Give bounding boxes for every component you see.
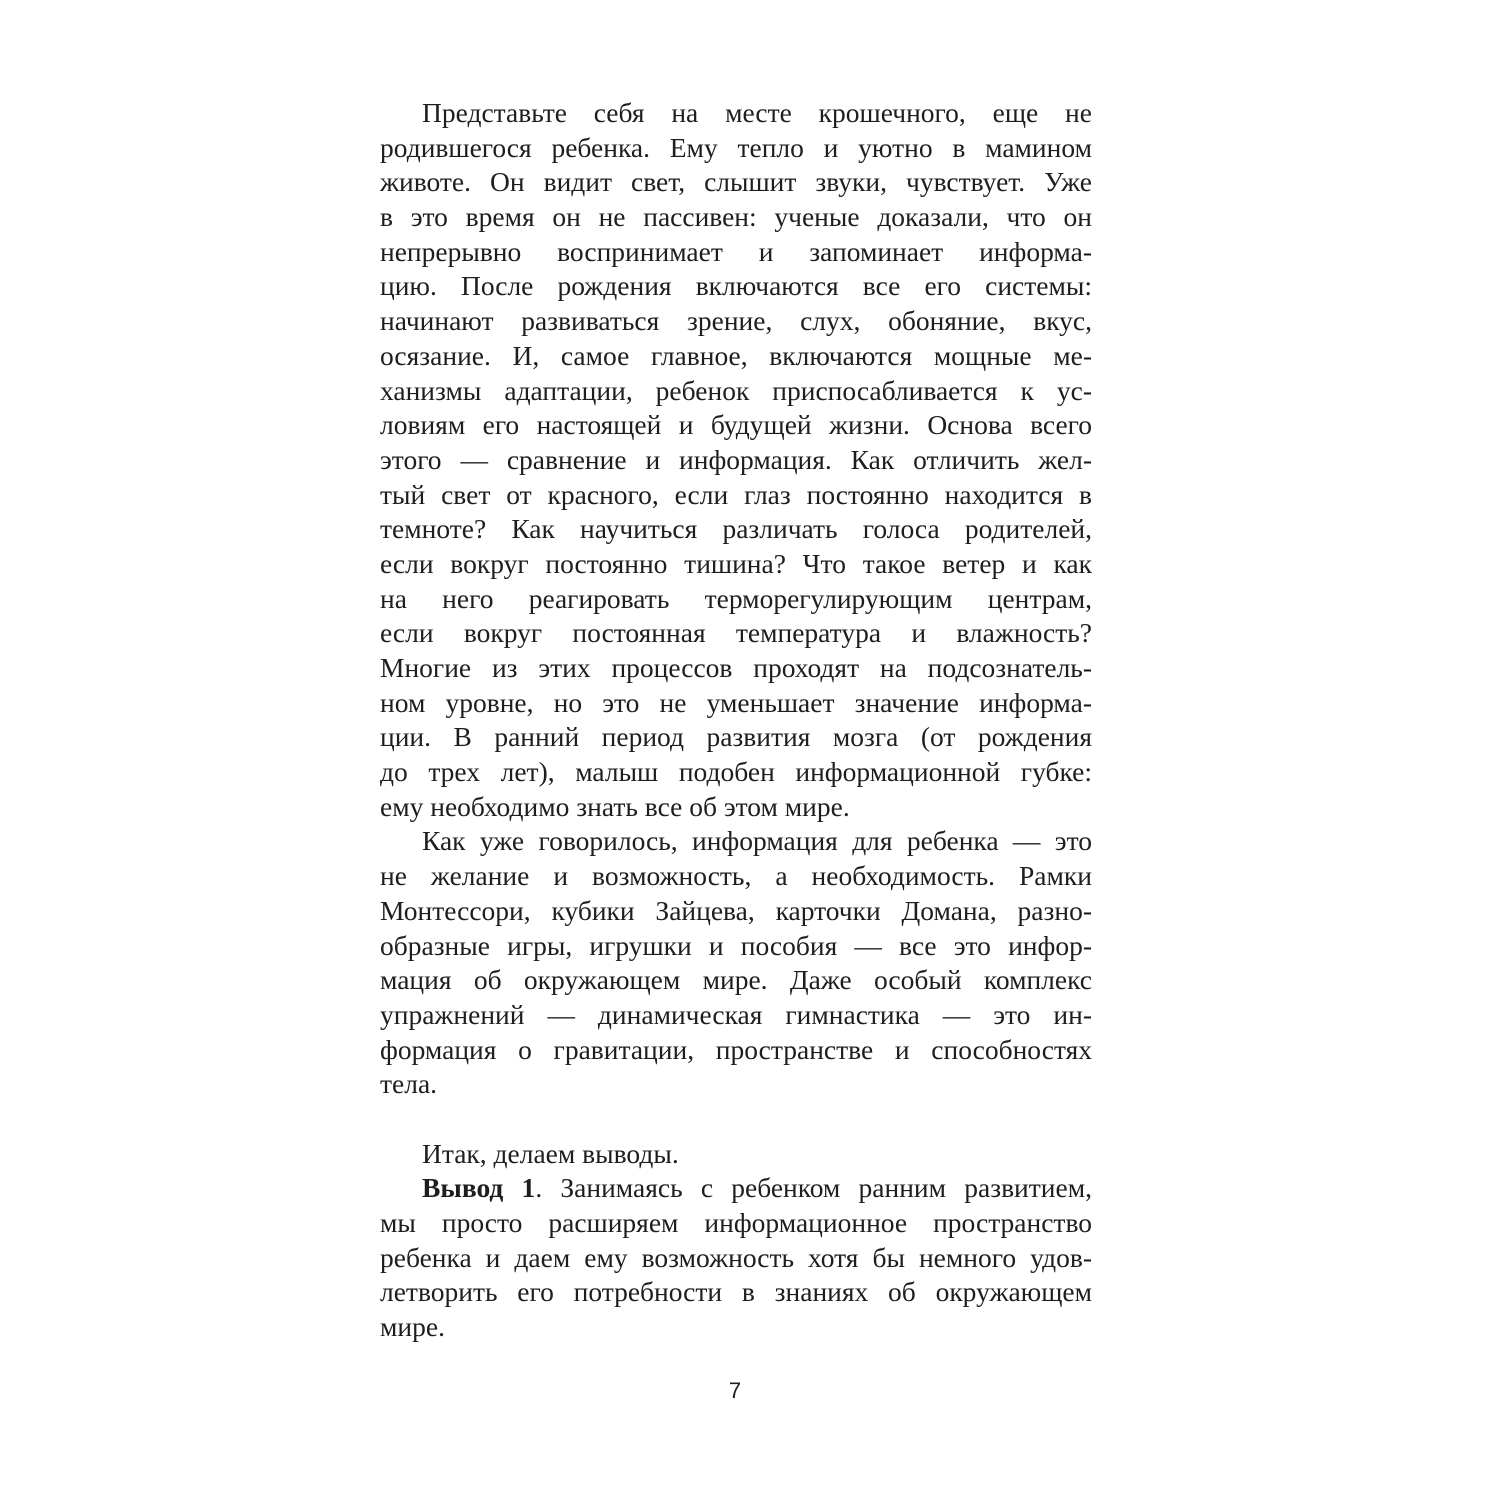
text-line: непрерывно воспринимает и запоминает информа- bbox=[380, 235, 1092, 267]
text-line: тела. bbox=[380, 1068, 438, 1100]
text-line: формация о гравитации, пространстве и способностях bbox=[380, 1033, 1092, 1065]
text-line: ном уровне, но это не уменьшает значение информа- bbox=[380, 686, 1092, 718]
text-line: тый свет от красного, если глаз постоянно находится в bbox=[380, 478, 1092, 510]
text-line: не желание и возможность, а необходимость. Рамки bbox=[380, 860, 1092, 892]
text-line: до трех лет), малыш подобен информационной губке: bbox=[380, 756, 1092, 788]
text-line: Представьте себя на месте крошечного, еще не bbox=[422, 97, 1092, 128]
text-line: ловиям его настоящей и будущей жизни. Основа всего bbox=[380, 409, 1092, 441]
text-line: Как уже говорилось, информация для ребенка — это bbox=[422, 825, 1092, 857]
text-line: начинают развиваться зрение, слух, обоняние, вкус, bbox=[380, 305, 1092, 337]
conclusion-1-first-line bbox=[380, 1171, 1092, 1206]
page-number: 7 bbox=[728, 1378, 742, 1403]
text-line: ханизмы адаптации, ребенок приспосабливается к ус- bbox=[380, 374, 1092, 406]
text-line: мация об окружающем мире. Даже особый комплекс bbox=[380, 964, 1092, 996]
text-line: упражнений — динамическая гимнастика — это ин- bbox=[380, 998, 1092, 1030]
text-line: Многие из этих процессов проходят на подсознатель- bbox=[380, 652, 1092, 683]
text-line: мире. bbox=[380, 1311, 445, 1343]
text-line: осязание. И, самое главное, включаются мощные ме- bbox=[380, 339, 1092, 371]
text-line: этого — сравнение и информация. Как отличить жел- bbox=[380, 443, 1092, 475]
text-line: Монтессори, кубики Зайцева, карточки Домана, разно- bbox=[380, 894, 1092, 926]
text-line: образные игры, игрушки и пособия — все это инфор- bbox=[380, 929, 1092, 961]
text-line: родившегося ребенка. Ему тепло и уютно в мамином bbox=[380, 131, 1092, 163]
text-line: темноте? Как научиться различать голоса родителей, bbox=[380, 513, 1092, 545]
text-line: животе. Он видит свет, слышит звуки, чувствует. Уже bbox=[380, 166, 1092, 198]
text-line: на него реагировать терморегулирующим центрам, bbox=[380, 582, 1092, 614]
paragraph-gap bbox=[380, 1102, 1092, 1137]
conclusion-1-label: Вывод 1 bbox=[422, 1172, 536, 1204]
text-line: ему необходимо знать все об этом мире. bbox=[380, 790, 850, 822]
text-line: если вокруг постоянная температура и влажность? bbox=[380, 617, 1092, 649]
text-line: если вокруг постоянно тишина? Что такое ветер и как bbox=[380, 547, 1092, 579]
body-text bbox=[380, 96, 1092, 1345]
text-line: мы просто расширяем информационное пространство bbox=[380, 1207, 1092, 1238]
conclusion-intro: Итак, делаем выводы. bbox=[422, 1137, 679, 1169]
text-line: цию. После рождения включаются все его системы: bbox=[380, 270, 1092, 302]
text-line: ции. В ранний период развития мозга (от рождения bbox=[380, 721, 1092, 753]
text-line: летворить его потребности в знаниях об окружающем bbox=[380, 1276, 1092, 1308]
text-line: ребенка и даем ему возможность хотя бы немного удов- bbox=[380, 1241, 1092, 1273]
text-line: в это время он не пассивен: ученые доказали, что он bbox=[380, 201, 1092, 233]
conclusion-1-text: . Занимаясь с ребенком ранним развитием, bbox=[535, 1172, 1092, 1204]
